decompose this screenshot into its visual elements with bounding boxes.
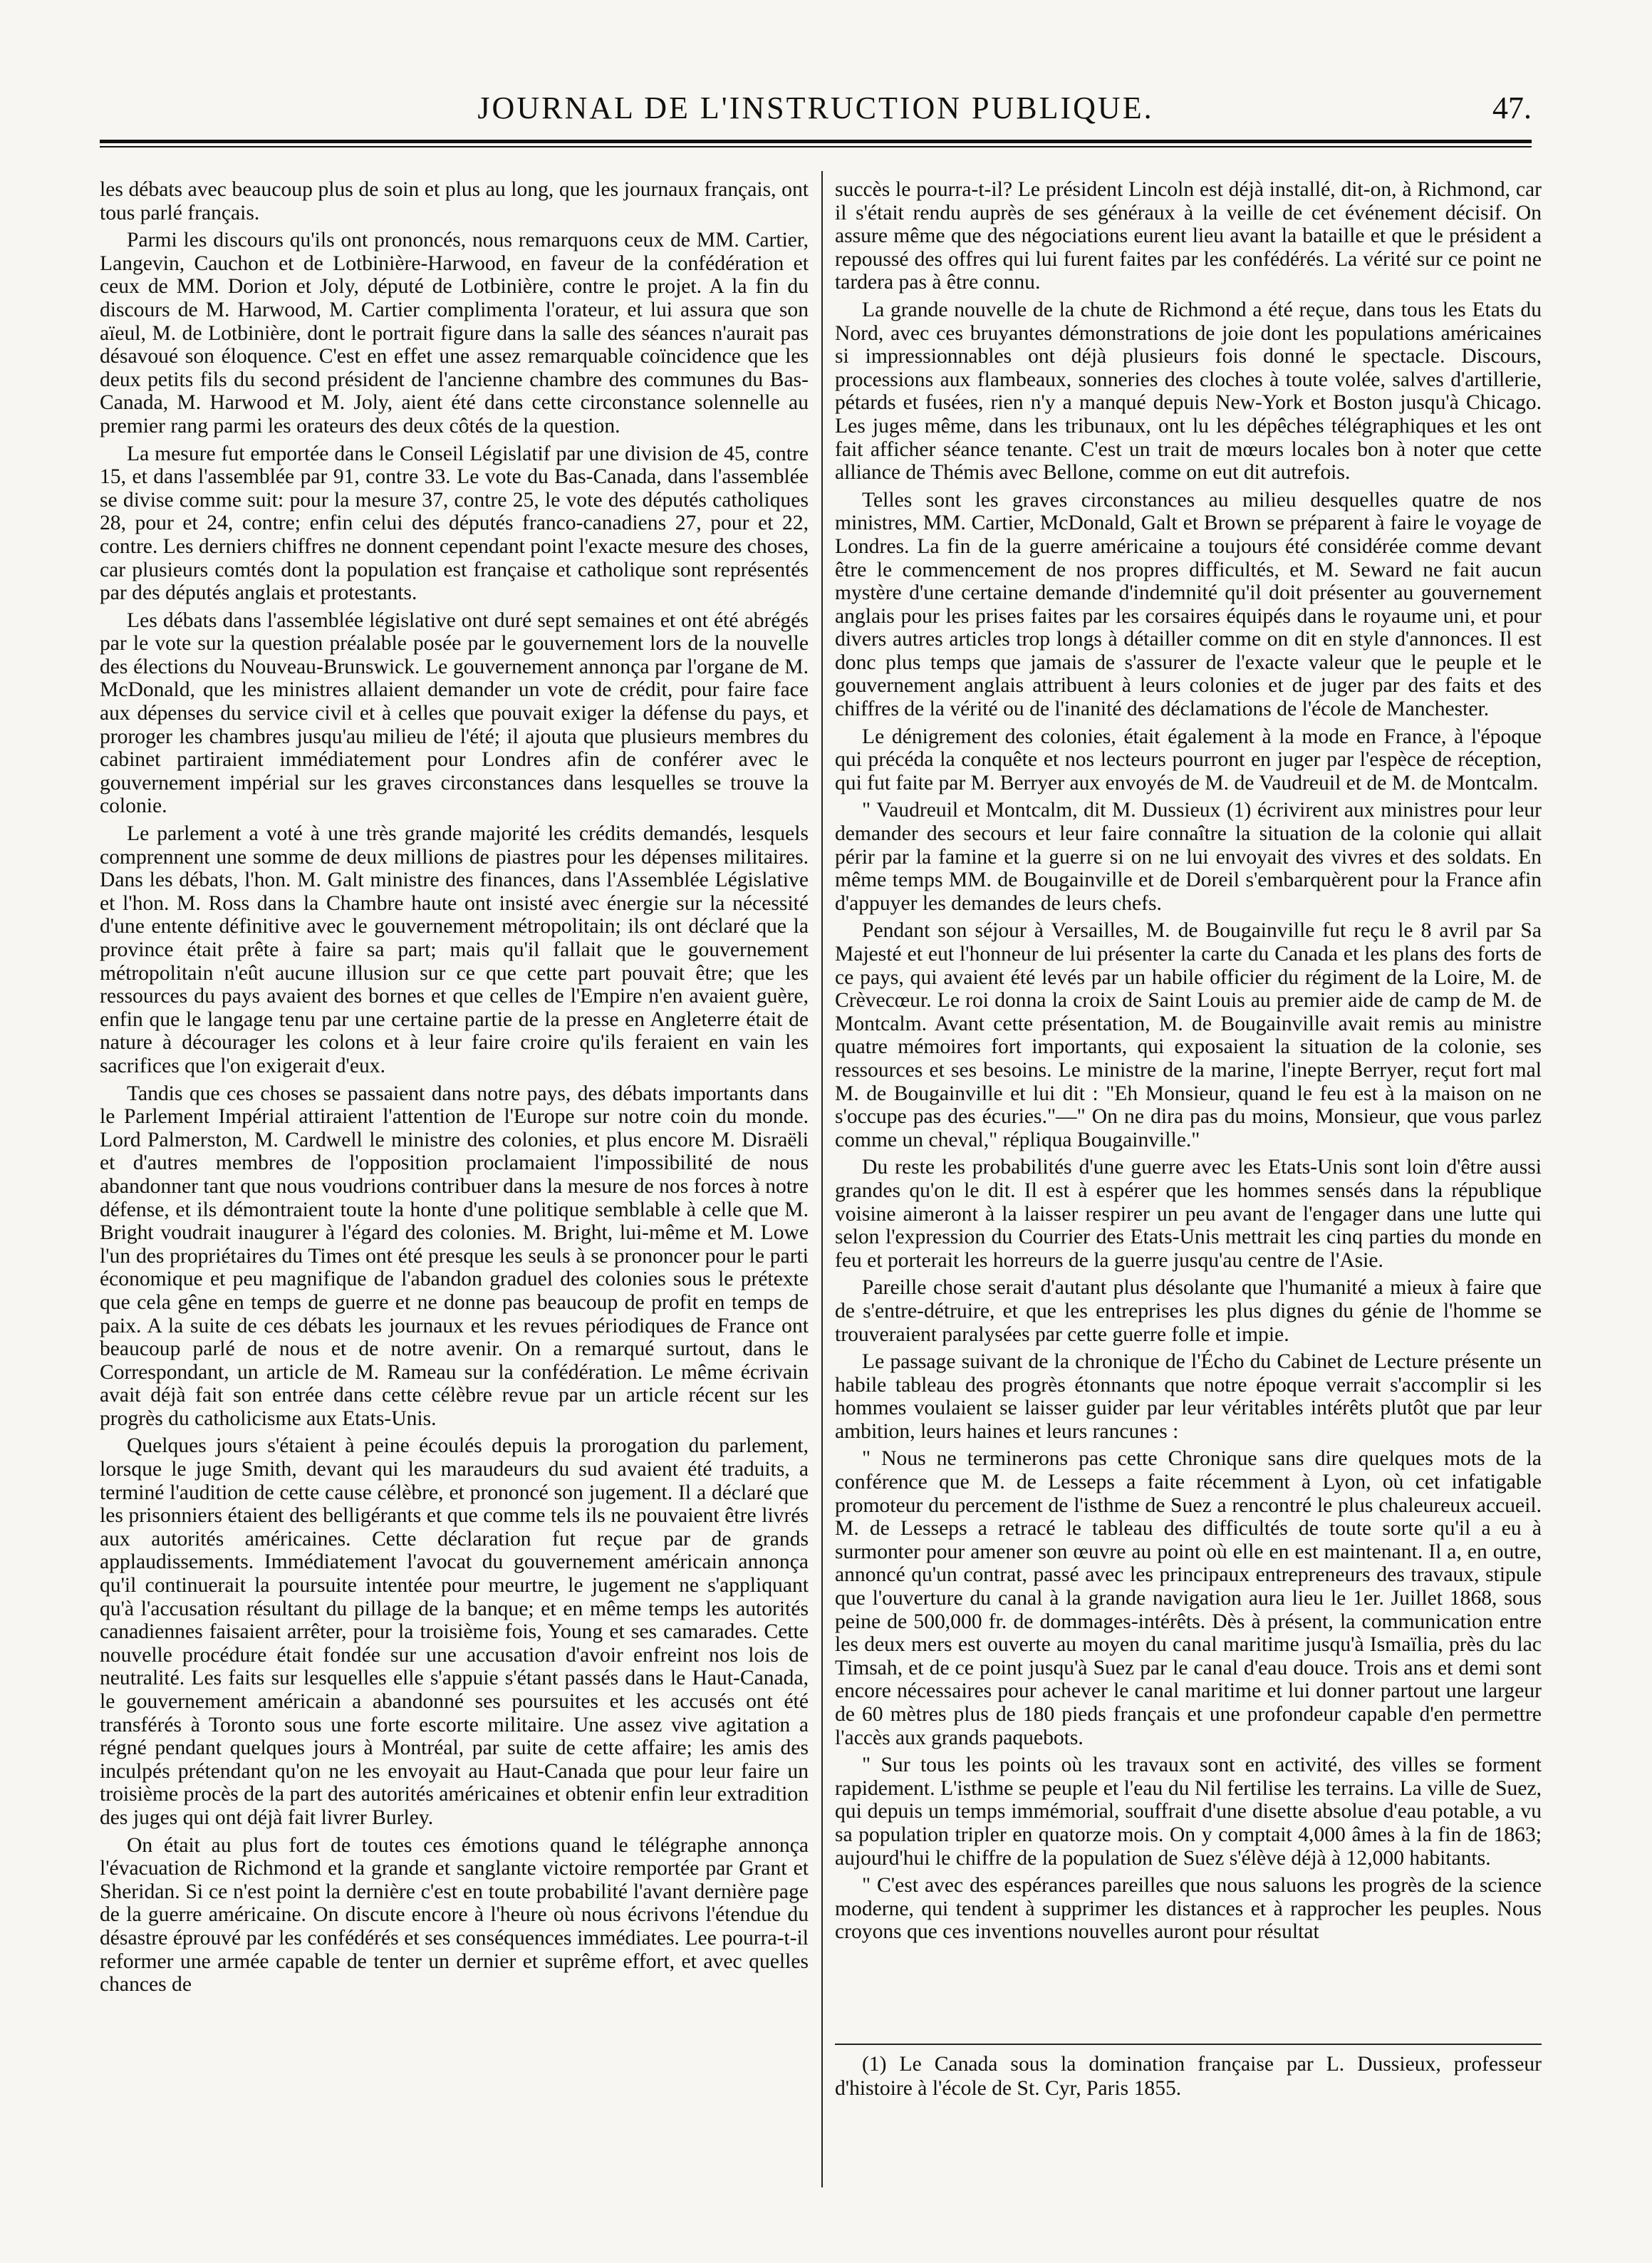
paragraph: Pareille chose serait d'autant plus désolante que l'humanité a mieux à faire que de s'entre-détruire, et que les entreprises les plus dignes du génie de l'homme se trouveraient paralysées par cette guerre folle et impie. [835,1276,1542,1346]
paragraph: Du reste les probabilités d'une guerre avec les Etats-Unis sont loin d'être aussi grandes qu'on le dit. Il est à espérer que les hommes sensés dans la république voisine aimeront à la laisser respirer un peu avant de l'engager dans une lutte qui selon l'expression du Courrier des Etats-Unis mettrait les cinq parties du monde en feu et porterait les horreurs de la guerre jusqu'au centre de l'Asie. [835,1156,1542,1272]
right-column [835,178,1542,2031]
paragraph: Le parlement a voté à une très grande majorité les crédits demandés, lesquels comprennent une somme de deux millions de piastres pour les dépenses militaires. Dans les débats, l'hon. M. Galt ministre des finances, dans l'Assemblée Législative et l'hon. M. Ross dans la Chambre haute ont insisté avec énergie sur la nécessité d'une entente définitive avec le gouvernement métropolitain; ils ont déclaré que la province était prête à faire sa part; mais qu'il fallait que le gouvernement métropolitain n'eût aucune illusion sur ce que cette part pouvait être; que les ressources du pays avaient des bornes et que celles de l'Empire n'en avaient guère, enfin que le langage tenu par une certaine partie de la presse en Angleterre était de nature à décourager les colons et à leur faire croire qu'ils feraient en vain les sacrifices que l'on exigerait d'eux. [100,822,809,1077]
page-header [100,84,1532,134]
paragraph: " C'est avec des espérances pareilles que nous saluons les progrès de la science moderne, qui tendent à supprimer les distances et à rapprocher les peuples. Nous croyons que ces inventions nouvelles auront pour résultat [835,1874,1542,1944]
paragraph: On était au plus fort de toutes ces émotions quand le télégraphe annonça l'évacuation de Richmond et la grande et sanglante victoire remportée par Grant et Sheridan. Si ce n'est point la dernière c'est en toute probabilité l'avant dernière page de la guerre américaine. On discute encore à l'heure où nous écrivons l'étendue du désastre éprouvé par les confédérés et ses conséquences immédiates. Lee pourra-t-il reformer une armée capable de tenter un dernier et suprême effort, et avec quelles chances de [100,1833,809,1997]
paragraph: La mesure fut emportée dans le Conseil Législatif par une division de 45, contre 15, et dans l'assemblée par 91, contre 33. Le vote du Bas-Canada, dans l'assemblée se divise comme suit: pour la mesure 37, contre 25, le vote des députés catholiques 28, pour et 24, contre; enfin celui des députés franco-canadiens 27, pour et 22, contre. Les derniers chiffres ne donnent cependant point l'exacte mesure des choses, car plusieurs comtés dont la population est française et catholique sont représentés par des députés anglais et protestants. [100,442,809,605]
header-rule-thin [100,146,1532,147]
paragraph: Les débats dans l'assemblée législative ont duré sept semaines et ont été abrégés par le vote sur la question préalable posée par le gouvernement lors de la nouvelle des élections du Nouveau-Brunswick. Le gouvernement annonça par l'organe de M. McDonald, que les ministres allaient demander un vote de crédit, pour faire face aux dépenses du service civil et à celles que pouvait exiger la défense du pays, et proroger les chambres jusqu'au milieu de l'été; il ajouta que plusieurs membres du cabinet partiraient immédiatement pour Londres afin de conférer avec le gouvernement impérial sur les graves circonstances dans lesquelles se trouve la colonie. [100,609,809,818]
paragraph: La grande nouvelle de la chute de Richmond a été reçue, dans tous les Etats du Nord, avec ces bruyantes démonstrations de joie dont les populations américaines si impressionnables ont déjà plusieurs fois donné le spectacle. Discours, processions aux flambeaux, sonneries des cloches à toute volée, salves d'artillerie, pétards et fusées, rien n'y a manqué depuis New-York et Boston jusqu'à Chicago. Les juges même, dans les tribunaux, ont lu les dépêches télégraphiques et les ont fait afficher séance tenante. C'est un trait de mœurs locales bon à noter que cette alliance de Thémis avec Bellone, comme on eut dit autrefois. [835,298,1542,485]
paragraph: les débats avec beaucoup plus de soin et plus au long, que les journaux français, ont tous parlé français. [100,178,809,224]
paragraph: Le dénigrement des colonies, était également à la mode en France, à l'époque qui précéda la conquête et nos lecteurs pourront en juger par l'espèce de réception, qui fut faite par M. Berryer aux envoyés de M. de Vaudreuil et de M. de Montcalm. [835,725,1542,794]
paragraph: Pendant son séjour à Versailles, M. de Bougainville fut reçu le 8 avril par Sa Majesté et eut l'honneur de lui présenter la carte du Canada et les plans des forts de ce pays, qui avaient été levés par un habile officier du régiment de la Loire, M. de Crèvecœur. Le roi donna la croix de Saint Louis au premier aide de camp de M. de Montcalm. Avant cette présentation, M. de Bougainville avait remis au ministre quatre mémoires fort importants, qui exposaient la situation de la colonie, ses ressources et ses besoins. Le ministre de la marine, l'inepte Berryer, reçut fort mal M. de Bougainville et lui dit : "Eh Monsieur, quand le feu est à la maison on ne s'occupe pas des écuries."—" On ne dira pas du moins, Monsieur, que vous parlez comme un cheval," répliqua Bougainville." [835,919,1542,1151]
journal-title: JOURNAL DE L'INSTRUCTION PUBLIQUE. [477,90,1154,125]
paragraph: Telles sont les graves circonstances au milieu desquelles quatre de nos ministres, MM. Cartier, McDonald, Galt et Brown se préparent à faire le voyage de Londres. La fin de la guerre américaine a toujours été considérée comme devant être le commencement de nos propres difficultés, et M. Seward ne fait aucun mystère d'une certaine demande d'indemnité qu'il doit présenter au gouvernement anglais pour les prises faites par les corsaires équipés dans le royaume uni, et pour divers autres articles trop longs à détailler comme on dit en style d'annonces. Il est donc plus temps que jamais de s'assurer de l'exacte valeur que le peuple et le gouvernement anglais attribuent à leurs colonies et de juger par des faits et des chiffres de la vérité ou de l'inanité des déclamations de l'école de Manchester. [835,488,1542,721]
paragraph: Parmi les discours qu'ils ont prononcés, nous remarquons ceux de MM. Cartier, Langevin, Cauchon et de Lotbinière-Harwood, en faveur de la confédération et ceux de MM. Dorion et Joly, député de Lotbinière, contre le projet. A la fin du discours de M. Harwood, M. Cartier complimenta l'orateur, et lui assura que son aïeul, M. de Lotbinière, dont le portrait figure dans la salle des séances n'aurait pas désavoué son éloquence. C'est en effet une assez remarquable coïncidence que les deux petits fils du second président de l'ancienne chambre des communes du Bas-Canada, M. Harwood et M. Joly, aient été dans cette circonstance solennelle au premier rang parmi les orateurs des deux côtés de la question. [100,229,809,437]
paragraph: Quelques jours s'étaient à peine écoulés depuis la prorogation du parlement, lorsque le juge Smith, devant qui les maraudeurs du sud avaient été traduits, a terminé l'audition de cette cause célèbre, et prononcé son jugement. Il a déclaré que les prisonniers étaient des belligérants et que comme tels ils ne pouvaient être livrés aux autorités américaines. Cette déclaration fut reçue par de grands applaudissements. Immédiatement l'avocat du gouvernement américain annonça qu'il continuerait la poursuite intentée pour meurtre, le jugement ne s'appliquant qu'à l'accusation résultant du pillage de la banque; et en même temps les autorités canadiennes faisaient arrêter, pour la troisième fois, Young et ses camarades. Cette nouvelle procédure était fondée sur une accusation d'avoir enfreint nos lois de neutralité. Les faits sur lesquelles elle s'appuie s'étant passés dans le Haut-Canada, le gouvernement américain a abandonné ses poursuites et les accusés ont été transférés à Toronto sous une forte escorte militaire. Une assez vive agitation a régné pendant quelques jours à Montréal, par suite de cette affaire; les amis des inculpés prétendant qu'on ne les envoyait au Haut-Canada que pour leur faire un troisième procès de la part des autorités américaines et obtenir enfin leur extradition des juges qui ont déjà fait livrer Burley. [100,1434,809,1829]
left-column [100,178,809,2187]
paragraph: " Vaudreuil et Montcalm, dit M. Dussieux (1) écrivirent aux ministres pour leur demander des secours et leur faire connaître la situation de la colonie qui allait périr par la famine et la guerre si on ne lui envoyait des vivres et des soldats. En même temps MM. de Bougainville et de Doreil s'embarquèrent pour la France afin d'appuyer les demandes de leurs chefs. [835,799,1542,915]
footnote: (1) Le Canada sous la domination française par L. Dussieux, professeur d'histoire à l'école de St. Cyr, Paris 1855. [835,2053,1542,2100]
header-rule-thick [100,140,1532,143]
page-number: 47. [1492,90,1532,125]
paragraph: " Sur tous les points où les travaux sont en activité, des villes se forment rapidement. L'isthme se peuple et l'eau du Nil fertilise les terrains. La ville de Suez, qui depuis un temps immémorial, souffrait d'une disette absolue d'eau potable, a vu sa population tripler en quatorze mois. On y comptait 4,000 âmes à la fin de 1863; aujourd'hui le chiffre de la population de Suez s'élève déjà à 12,000 habitants. [835,1754,1542,1870]
paragraph: Le passage suivant de la chronique de l'Écho du Cabinet de Lecture présente un habile tableau des progrès étonnants que notre époque verrait s'accomplir si les hommes voulaient se laisser guider par leur véritables intérêts plutôt que par leur ambition, leurs haines et leurs rancunes : [835,1350,1542,1443]
paragraph: " Nous ne terminerons pas cette Chronique sans dire quelques mots de la conférence que M. de Lesseps a faite récemment à Lyon, où cet infatigable promoteur du percement de l'isthme de Suez a rencontré le plus chaleureux accueil. M. de Lesseps a retracé le tableau des difficultés de toute sorte qu'il a eu à surmonter pour amener son œuvre au point où elle en est maintenant. Il a, en outre, annoncé qu'un contrat, passé avec les principaux entrepreneurs des travaux, stipule que l'ouverture du canal à la grande navigation aura lieu le 1er. Juillet 1868, sous peine de 500,000 fr. de dommages-intérêts. Dès à présent, la communication entre les deux mers est ouverte au moyen du canal maritime jusqu'à Ismaïlia, près du lac Timsah, et de ce point jusqu'à Suez par le canal d'eau douce. Trois ans et demi sont encore nécessaires pour achever le canal maritime et lui donner partout une largeur de 60 mètres plus de 180 pieds français et une profondeur capable d'en permettre l'accès aux grands paquebots. [835,1447,1542,1749]
paragraph: Tandis que ces choses se passaient dans notre pays, des débats importants dans le Parlement Impérial attiraient l'attention de l'Europe sur notre coin du monde. Lord Palmerston, M. Cardwell le ministre des colonies, et plus encore M. Disraëli et d'autres membres de l'opposition proclamaient l'impossibilité de nous abandonner tant que nous voudrions contribuer dans la mesure de nos forces à notre défense, et ils démontraient toute la honte d'une politique semblable à celle que M. Bright voudrait inaugurer à l'égard des colonies. M. Bright, lui-même et M. Lowe l'un des propriétaires du Times ont été presque les seuls à se prononcer pour le parti économique et peu magnifique de l'abandon graduel des colonies sous le prétexte que cela gêne en temps de guerre et ne donne pas beaucoup de profit en temps de paix. A la suite de ces débats les journaux et les revues périodiques de France ont beaucoup parlé de nous et de notre avenir. On a remarqué surtout, dans le Correspondant, un article de M. Rameau sur la confédération. Le même écrivain avait déjà fait son entrée dans cette célèbre revue par un article récent sur les progrès du catholicisme aux Etats-Unis. [100,1082,809,1430]
footnote-rule [835,2044,1542,2045]
column-divider [821,171,823,2187]
paragraph: succès le pourra-t-il? Le président Lincoln est déjà installé, dit-on, à Richmond, car il s'était rendu auprès de ses généraux à la veille de cet événement décisif. On assure même que des négociations eurent lieu avant la bataille et que le président a repoussé des offres qui lui furent faites par les confédérés. La vérité sur ce point ne tardera pas à être connu. [835,178,1542,294]
